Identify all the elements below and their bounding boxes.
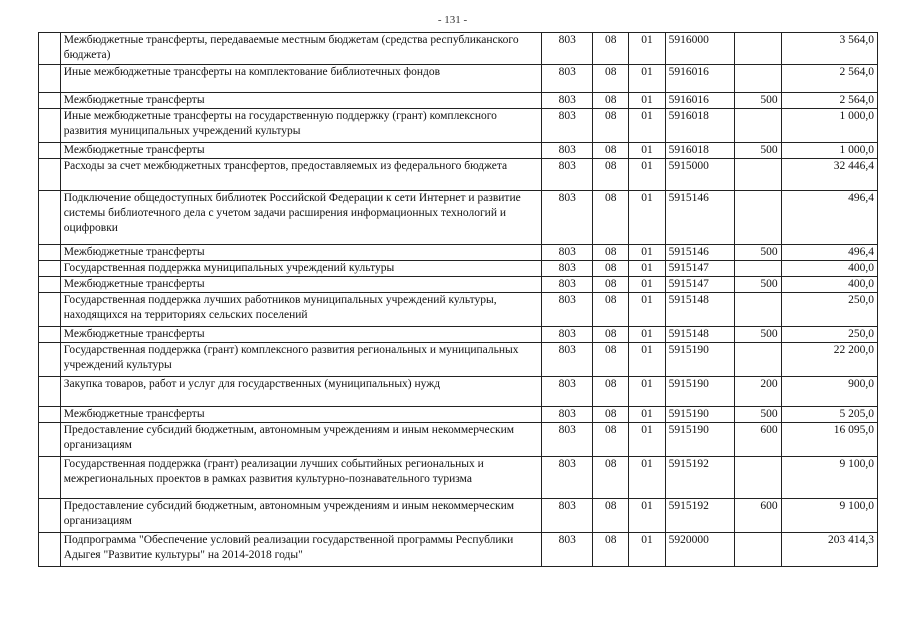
table-row — [39, 407, 878, 423]
expense-type-code-cell: 600 — [735, 423, 782, 457]
row-marker-cell — [39, 33, 61, 65]
table-row — [39, 159, 878, 191]
row-marker-cell — [39, 293, 61, 327]
ministry-code-cell: 803 — [542, 33, 593, 65]
target-item-code-cell: 5916000 — [665, 33, 734, 65]
table-row — [39, 143, 878, 159]
amount-cell: 16 095,0 — [781, 423, 877, 457]
row-marker-cell — [39, 377, 61, 407]
subsection-code-cell: 01 — [629, 245, 665, 261]
table-row — [39, 191, 878, 245]
amount-cell: 9 100,0 — [781, 499, 877, 533]
table-row — [39, 457, 878, 499]
row-marker-cell — [39, 109, 61, 143]
target-item-code-cell: 5915190 — [665, 377, 734, 407]
ministry-code-cell: 803 — [542, 159, 593, 191]
amount-cell: 400,0 — [781, 261, 877, 277]
expense-type-code-cell — [735, 293, 782, 327]
target-item-code-cell: 5916016 — [665, 65, 734, 93]
row-marker-cell — [39, 143, 61, 159]
section-code-cell: 08 — [593, 499, 629, 533]
item-name-cell: Государственная поддержка лучших работников муниципальных учреждений культуры, находящихся на территориях сельских поселений — [60, 293, 542, 327]
amount-cell: 1 000,0 — [781, 109, 877, 143]
section-code-cell: 08 — [593, 377, 629, 407]
item-name-cell: Иные межбюджетные трансферты на государственную поддержку (грант) комплексного развития муниципальных учреждений культуры — [60, 109, 542, 143]
item-name-cell: Государственная поддержка муниципальных учреждений культуры — [60, 261, 542, 277]
row-marker-cell — [39, 93, 61, 109]
ministry-code-cell: 803 — [542, 245, 593, 261]
section-code-cell: 08 — [593, 293, 629, 327]
expense-type-code-cell — [735, 343, 782, 377]
amount-cell: 2 564,0 — [781, 65, 877, 93]
section-code-cell: 08 — [593, 245, 629, 261]
section-code-cell: 08 — [593, 33, 629, 65]
expense-type-code-cell: 600 — [735, 499, 782, 533]
target-item-code-cell: 5915190 — [665, 407, 734, 423]
table-row — [39, 377, 878, 407]
amount-cell: 32 446,4 — [781, 159, 877, 191]
ministry-code-cell: 803 — [542, 191, 593, 245]
table-row — [39, 65, 878, 93]
target-item-code-cell: 5915147 — [665, 277, 734, 293]
item-name-cell: Подключение общедоступных библиотек Российской Федерации к сети Интернет и развитие системы библиотечного дела с учетом задачи расширения информационных технологий и оцифровки — [60, 191, 542, 245]
amount-cell: 250,0 — [781, 293, 877, 327]
target-item-code-cell: 5915192 — [665, 499, 734, 533]
ministry-code-cell: 803 — [542, 407, 593, 423]
expense-type-code-cell — [735, 261, 782, 277]
subsection-code-cell: 01 — [629, 327, 665, 343]
row-marker-cell — [39, 277, 61, 293]
section-code-cell: 08 — [593, 191, 629, 245]
subsection-code-cell: 01 — [629, 407, 665, 423]
expense-type-code-cell: 500 — [735, 277, 782, 293]
item-name-cell: Межбюджетные трансферты — [60, 407, 542, 423]
target-item-code-cell: 5915190 — [665, 423, 734, 457]
section-code-cell: 08 — [593, 423, 629, 457]
row-marker-cell — [39, 457, 61, 499]
target-item-code-cell: 5915192 — [665, 457, 734, 499]
target-item-code-cell: 5916018 — [665, 109, 734, 143]
item-name-cell: Межбюджетные трансферты — [60, 93, 542, 109]
section-code-cell: 08 — [593, 407, 629, 423]
amount-cell: 2 564,0 — [781, 93, 877, 109]
target-item-code-cell: 5915146 — [665, 245, 734, 261]
ministry-code-cell: 803 — [542, 499, 593, 533]
ministry-code-cell: 803 — [542, 377, 593, 407]
item-name-cell: Предоставление субсидий бюджетным, автономным учреждениям и иным некоммерческим организациям — [60, 423, 542, 457]
subsection-code-cell: 01 — [629, 261, 665, 277]
amount-cell: 496,4 — [781, 191, 877, 245]
subsection-code-cell: 01 — [629, 533, 665, 567]
amount-cell: 203 414,3 — [781, 533, 877, 567]
row-marker-cell — [39, 65, 61, 93]
table-row — [39, 423, 878, 457]
item-name-cell: Межбюджетные трансферты — [60, 143, 542, 159]
target-item-code-cell: 5915148 — [665, 293, 734, 327]
table-row — [39, 261, 878, 277]
expense-type-code-cell — [735, 65, 782, 93]
amount-cell: 9 100,0 — [781, 457, 877, 499]
subsection-code-cell: 01 — [629, 93, 665, 109]
table-row — [39, 327, 878, 343]
table-row — [39, 533, 878, 567]
target-item-code-cell: 5915000 — [665, 159, 734, 191]
subsection-code-cell: 01 — [629, 33, 665, 65]
item-name-cell: Закупка товаров, работ и услуг для государственных (муниципальных) нужд — [60, 377, 542, 407]
budget-table — [38, 32, 878, 567]
expense-type-code-cell: 500 — [735, 245, 782, 261]
expense-type-code-cell: 500 — [735, 143, 782, 159]
target-item-code-cell: 5915190 — [665, 343, 734, 377]
subsection-code-cell: 01 — [629, 65, 665, 93]
section-code-cell: 08 — [593, 65, 629, 93]
row-marker-cell — [39, 327, 61, 343]
section-code-cell: 08 — [593, 261, 629, 277]
target-item-code-cell: 5920000 — [665, 533, 734, 567]
subsection-code-cell: 01 — [629, 143, 665, 159]
item-name-cell: Межбюджетные трансферты — [60, 327, 542, 343]
expense-type-code-cell: 500 — [735, 407, 782, 423]
ministry-code-cell: 803 — [542, 261, 593, 277]
table-row — [39, 109, 878, 143]
row-marker-cell — [39, 533, 61, 567]
ministry-code-cell: 803 — [542, 457, 593, 499]
ministry-code-cell: 803 — [542, 277, 593, 293]
ministry-code-cell: 803 — [542, 343, 593, 377]
ministry-code-cell: 803 — [542, 65, 593, 93]
ministry-code-cell: 803 — [542, 327, 593, 343]
subsection-code-cell: 01 — [629, 109, 665, 143]
table-row — [39, 277, 878, 293]
section-code-cell: 08 — [593, 109, 629, 143]
item-name-cell: Расходы за счет межбюджетных трансфертов, предоставляемых из федерального бюджета — [60, 159, 542, 191]
item-name-cell: Межбюджетные трансферты, передаваемые местным бюджетам (средства республиканского бюджета) — [60, 33, 542, 65]
ministry-code-cell: 803 — [542, 533, 593, 567]
expense-type-code-cell — [735, 457, 782, 499]
row-marker-cell — [39, 407, 61, 423]
ministry-code-cell: 803 — [542, 109, 593, 143]
expense-type-code-cell — [735, 191, 782, 245]
target-item-code-cell: 5915148 — [665, 327, 734, 343]
page-number: - 131 - — [437, 14, 468, 26]
row-marker-cell — [39, 159, 61, 191]
item-name-cell: Иные межбюджетные трансферты на комплектование библиотечных фондов — [60, 65, 542, 93]
row-marker-cell — [39, 245, 61, 261]
table-row — [39, 33, 878, 65]
section-code-cell: 08 — [593, 533, 629, 567]
section-code-cell: 08 — [593, 93, 629, 109]
item-name-cell: Межбюджетные трансферты — [60, 245, 542, 261]
ministry-code-cell: 803 — [542, 423, 593, 457]
row-marker-cell — [39, 423, 61, 457]
table-row — [39, 293, 878, 327]
expense-type-code-cell: 500 — [735, 327, 782, 343]
section-code-cell: 08 — [593, 159, 629, 191]
section-code-cell: 08 — [593, 457, 629, 499]
table-row — [39, 93, 878, 109]
expense-type-code-cell: 500 — [735, 93, 782, 109]
subsection-code-cell: 01 — [629, 191, 665, 245]
expense-type-code-cell — [735, 159, 782, 191]
table-row — [39, 245, 878, 261]
item-name-cell: Государственная поддержка (грант) реализации лучших событийных региональных и межрегиональных проектов в рамках развития культурно-познавательного туризма — [60, 457, 542, 499]
target-item-code-cell: 5915146 — [665, 191, 734, 245]
amount-cell: 3 564,0 — [781, 33, 877, 65]
target-item-code-cell: 5915147 — [665, 261, 734, 277]
amount-cell: 5 205,0 — [781, 407, 877, 423]
table-row — [39, 499, 878, 533]
target-item-code-cell: 5916016 — [665, 93, 734, 109]
item-name-cell: Подпрограмма "Обеспечение условий реализации государственной программы Республики Адыгея "Развитие культуры" на 2014-2018 годы" — [60, 533, 542, 567]
subsection-code-cell: 01 — [629, 457, 665, 499]
table-row — [39, 343, 878, 377]
target-item-code-cell: 5916018 — [665, 143, 734, 159]
subsection-code-cell: 01 — [629, 377, 665, 407]
amount-cell: 496,4 — [781, 245, 877, 261]
expense-type-code-cell: 200 — [735, 377, 782, 407]
amount-cell: 22 200,0 — [781, 343, 877, 377]
ministry-code-cell: 803 — [542, 143, 593, 159]
section-code-cell: 08 — [593, 327, 629, 343]
section-code-cell: 08 — [593, 343, 629, 377]
row-marker-cell — [39, 343, 61, 377]
amount-cell: 250,0 — [781, 327, 877, 343]
subsection-code-cell: 01 — [629, 343, 665, 377]
budget-table-body — [39, 33, 878, 567]
amount-cell: 400,0 — [781, 277, 877, 293]
row-marker-cell — [39, 191, 61, 245]
item-name-cell: Межбюджетные трансферты — [60, 277, 542, 293]
item-name-cell: Предоставление субсидий бюджетным, автономным учреждениям и иным некоммерческим организациям — [60, 499, 542, 533]
amount-cell: 900,0 — [781, 377, 877, 407]
item-name-cell: Государственная поддержка (грант) комплексного развития региональных и муниципальных учреждений культуры — [60, 343, 542, 377]
section-code-cell: 08 — [593, 277, 629, 293]
section-code-cell: 08 — [593, 143, 629, 159]
ministry-code-cell: 803 — [542, 293, 593, 327]
expense-type-code-cell — [735, 109, 782, 143]
ministry-code-cell: 803 — [542, 93, 593, 109]
subsection-code-cell: 01 — [629, 159, 665, 191]
expense-type-code-cell — [735, 33, 782, 65]
subsection-code-cell: 01 — [629, 499, 665, 533]
subsection-code-cell: 01 — [629, 293, 665, 327]
row-marker-cell — [39, 261, 61, 277]
row-marker-cell — [39, 499, 61, 533]
subsection-code-cell: 01 — [629, 277, 665, 293]
expense-type-code-cell — [735, 533, 782, 567]
subsection-code-cell: 01 — [629, 423, 665, 457]
amount-cell: 1 000,0 — [781, 143, 877, 159]
